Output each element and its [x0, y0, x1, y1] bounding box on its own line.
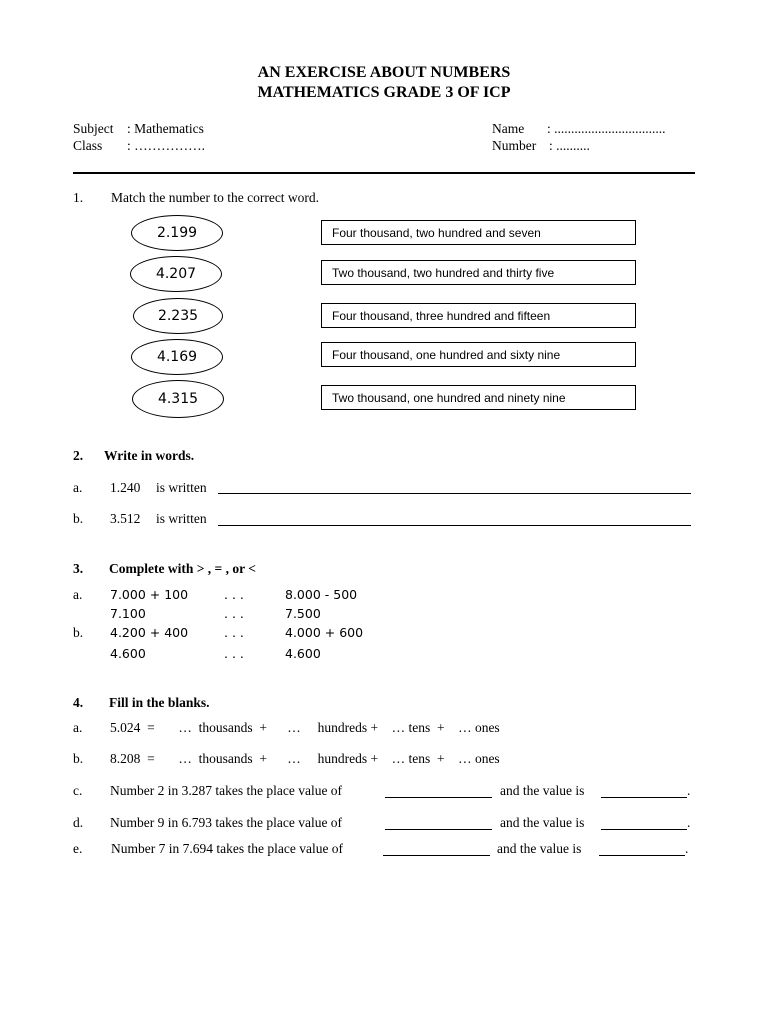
q4c-mid-text: and the value is [500, 783, 585, 798]
q2a-answer-line[interactable] [218, 493, 691, 494]
q2b-answer-line[interactable] [218, 525, 691, 526]
match-number-oval: 2.235 [133, 298, 223, 334]
q3-blank[interactable]: . . . [224, 606, 244, 621]
match-number-oval: 4.207 [130, 256, 222, 292]
title-line-2: MATHEMATICS GRADE 3 OF ICP [257, 84, 511, 101]
q4d-place-value-line[interactable] [385, 829, 492, 830]
q4b-text: 8.208 = … thousands + … hundreds + … tens + … ones [110, 751, 500, 766]
subject-value: : Mathematics [127, 121, 204, 136]
match-word-box: Two thousand, two hundred and thirty five [321, 260, 636, 285]
match-word-box: Four thousand, three hundred and fifteen [321, 303, 636, 328]
q2b-number: 3.512 [110, 511, 141, 526]
q4c-place-value-line[interactable] [385, 797, 492, 798]
match-word-box: Four thousand, one hundred and sixty nine [321, 342, 636, 367]
q4e-text: Number 7 in 7.694 takes the place value of [111, 841, 344, 856]
q4d-text: Number 9 in 6.793 takes the place value of [110, 815, 343, 830]
q4e-period: . [685, 841, 689, 856]
q2a-letter: a. [73, 480, 83, 495]
header-divider [73, 172, 695, 174]
match-number-oval: 4.169 [131, 339, 223, 375]
q3-left-expression: 4.200 + 400 [110, 625, 189, 640]
q2b-text: is written [156, 511, 207, 526]
q4e-mid-text: and the value is [497, 841, 582, 856]
q3-blank[interactable]: . . . [224, 625, 244, 640]
q3-right-expression: 7.500 [285, 606, 321, 621]
q3-heading: Complete with > , = , or < [109, 561, 256, 576]
q4d-letter: d. [73, 815, 84, 830]
q4a-text: 5.024 = … thousands + … hundreds + … tens + … ones [110, 720, 500, 735]
q4d-value-line[interactable] [601, 829, 687, 830]
match-number-oval: 2.199 [131, 215, 223, 251]
class-value: : ……………. [127, 138, 206, 153]
q3-right-expression: 4.600 [285, 646, 321, 661]
q3b-letter: b. [73, 625, 84, 640]
q4d-mid-text: and the value is [500, 815, 585, 830]
q4c-text: Number 2 in 3.287 takes the place value of [110, 783, 343, 798]
q2a-text: is written [156, 480, 207, 495]
q3-right-expression: 8.000 - 500 [285, 587, 358, 602]
q2-number: 2. [73, 448, 84, 463]
number-value: : .......... [549, 138, 590, 153]
q4e-place-value-line[interactable] [383, 855, 490, 856]
q4-heading: Fill in the blanks. [109, 695, 210, 710]
q3a-letter: a. [73, 587, 83, 602]
q3-left-expression: 7.000 + 100 [110, 587, 189, 602]
q4c-value-line[interactable] [601, 797, 687, 798]
q4d-period: . [687, 815, 691, 830]
number-label: Number [492, 138, 537, 153]
q4-number: 4. [73, 695, 84, 710]
q4b-letter: b. [73, 751, 84, 766]
match-number-oval: 4.315 [132, 380, 224, 418]
q3-number: 3. [73, 561, 84, 576]
q2-heading: Write in words. [104, 448, 195, 463]
q1-number: 1. [73, 190, 84, 205]
q4c-period: . [687, 783, 691, 798]
q2b-letter: b. [73, 511, 84, 526]
q1-instruction: Match the number to the correct word. [111, 190, 320, 205]
class-label: Class [73, 138, 103, 153]
q3-left-expression: 7.100 [110, 606, 146, 621]
subject-label: Subject [73, 121, 114, 136]
q4e-letter: e. [73, 841, 83, 856]
match-word-box: Two thousand, one hundred and ninety nine [321, 385, 636, 410]
name-label: Name [492, 121, 525, 136]
name-value: : ................................. [547, 121, 666, 136]
q3-right-expression: 4.000 + 600 [285, 625, 364, 640]
q3-left-expression: 4.600 [110, 646, 146, 661]
q4e-value-line[interactable] [599, 855, 685, 856]
title-line-1: AN EXERCISE ABOUT NUMBERS [257, 64, 511, 81]
q3-blank[interactable]: . . . [224, 587, 244, 602]
q4c-letter: c. [73, 783, 83, 798]
match-word-box: Four thousand, two hundred and seven [321, 220, 636, 245]
q3-blank[interactable]: . . . [224, 646, 244, 661]
q4a-letter: a. [73, 720, 83, 735]
q2a-number: 1.240 [110, 480, 141, 495]
